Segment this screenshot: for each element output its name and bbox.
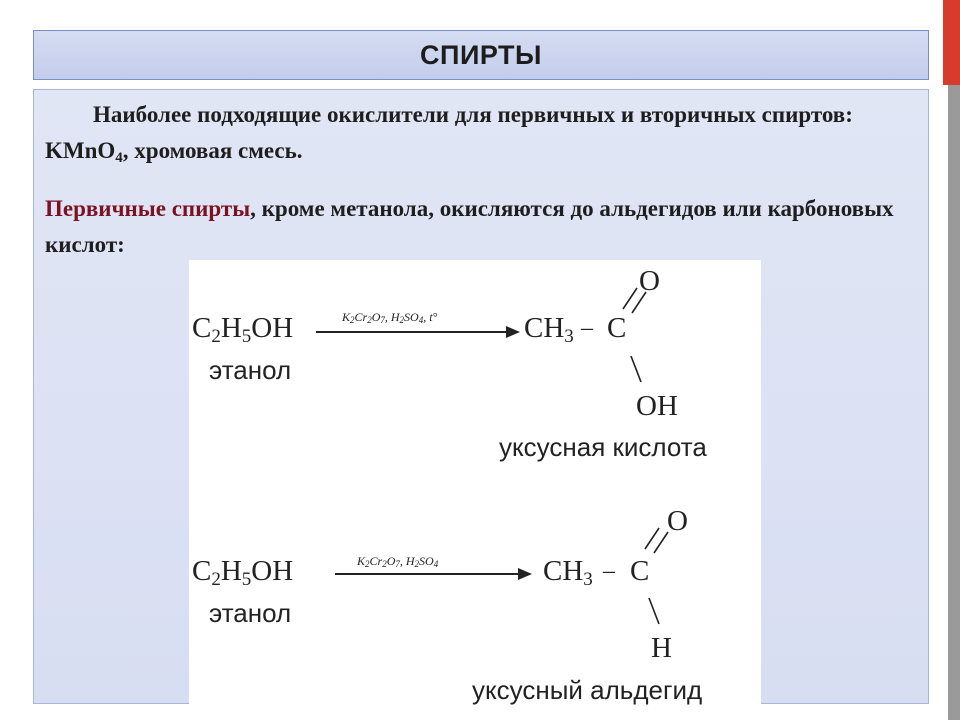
reaction-1-bond-dash: –: [581, 315, 593, 341]
reaction-2-conditions: $K_2Cr_2O_7$, $H_2SO_4$: [357, 554, 439, 569]
kmno4-subscript: 4: [115, 150, 123, 166]
reaction-2-double-bond-a: [645, 528, 659, 549]
reaction-2-reactant-formula: $C_2H_5OH$: [192, 555, 294, 590]
paragraph-oxidizers-text: Наиболее подходящие окислители для первичных и вторичных спиртов: KMnO: [45, 102, 853, 163]
reaction-1-oh-group: OH: [636, 390, 678, 422]
accent-bar-red: [943, 0, 960, 85]
reaction-1-oxygen: O: [639, 265, 660, 297]
reaction-2-oxygen: O: [667, 505, 688, 537]
reaction-1-double-bond-b: [632, 292, 646, 313]
reaction-2-reactant-name: этанол: [209, 598, 292, 628]
bond-lines: [189, 260, 761, 720]
reaction-1-reactant-name: этанол: [209, 355, 292, 385]
reaction-2-hydrogen: H: [651, 632, 672, 664]
reaction-1-conditions: $K_2Cr_2O_7$, $H_2SO_4$, t°: [342, 310, 438, 325]
primary-alcohols-highlight: Первичные спирты: [45, 196, 251, 221]
reaction-1-product-ch3: $CH_3$: [524, 312, 574, 347]
reaction-1-reactant-formula: $C_2H_5OH$: [192, 312, 294, 347]
slide-title: СПИРТЫ: [420, 39, 542, 70]
paragraph-primary-alcohols-text: , кроме метанола, окисляются до альдегидов или карбоновых кислот:: [45, 196, 894, 257]
reaction-2-carbon: C: [630, 555, 650, 587]
reaction-scheme-panel: [189, 260, 761, 720]
reaction-1-single-bond: [631, 356, 641, 382]
paragraph-oxidizers: [45, 97, 905, 169]
paragraph-primary-alcohols: [45, 191, 905, 263]
slide-title-box: [33, 30, 929, 80]
paragraph-oxidizers-tail: , хромовая смесь.: [122, 138, 303, 163]
reaction-1-double-bond-a: [623, 288, 637, 309]
reaction-2-product-name: уксусный альдегид: [472, 675, 703, 705]
accent-bar-gray: [948, 85, 960, 720]
reaction-1-product-name: уксусная кислота: [499, 432, 707, 462]
reaction-1-carbon: C: [607, 312, 627, 344]
reaction-2-double-bond-b: [654, 532, 668, 553]
reaction-2-product-ch3: $CH_3$: [543, 555, 593, 590]
reaction-2-bond-dash: –: [603, 558, 615, 584]
reaction-2-single-bond: [649, 598, 659, 624]
